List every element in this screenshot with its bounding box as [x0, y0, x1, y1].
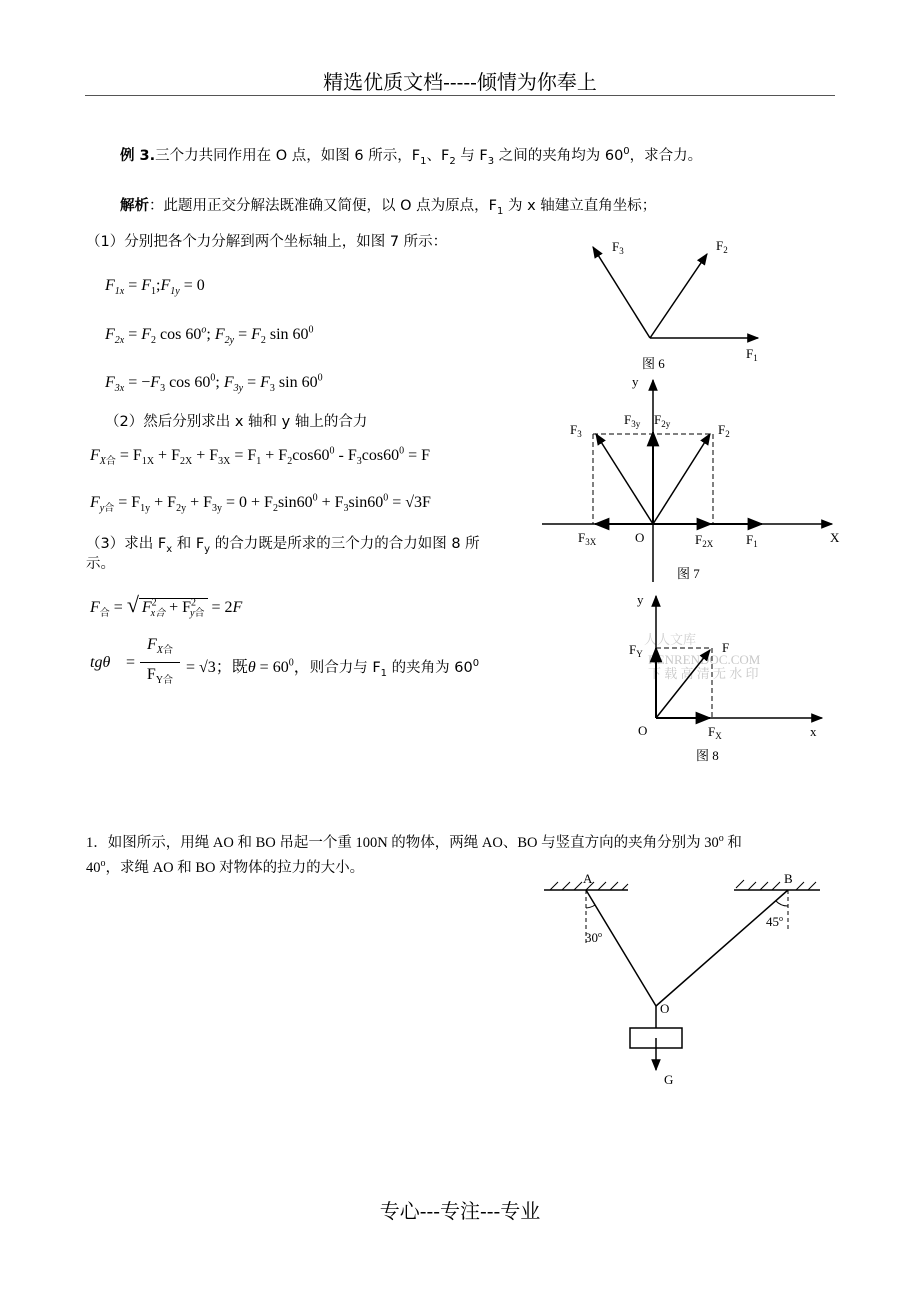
- fig7-label-f2y: $F_{2y}$: [654, 412, 671, 429]
- analysis-line: 解析：此题用正交分解法既准确又简便，以 O 点为原点，$F_1$ 为 x 轴建立直角坐标；: [120, 197, 657, 217]
- fig7-caption: 图 7: [677, 566, 700, 581]
- fig8-label-o: O: [638, 723, 648, 738]
- label-45deg: 45$^o$: [766, 914, 783, 929]
- label-a: A: [583, 871, 593, 886]
- fig7-label-f3: $F_3$: [570, 422, 582, 439]
- equation-3: $F_{3x} = -F_3$ $\cos 60^0$; $F_{3y} = F_3$ $\sin 60^0$: [105, 372, 323, 395]
- label-o: O: [660, 1001, 670, 1016]
- angle-arc-b: [776, 901, 788, 906]
- fig6-f3-arrow: [593, 247, 650, 338]
- figure-7: [540, 372, 845, 587]
- fig8-label-f: F: [722, 640, 730, 655]
- problem1-line2: 40$^o$，求绳 AO 和 BO 对物体的拉力的大小。: [86, 858, 365, 876]
- angle-arc-a: [586, 905, 595, 908]
- fig8-label-y: y: [637, 592, 644, 607]
- fig7-label-x: X: [830, 530, 840, 545]
- fig7-label-f2x: $F_{2X}$: [695, 532, 714, 549]
- fig7-label-o: O: [635, 530, 645, 545]
- step1-text: （1）分别把各个力分解到两个坐标轴上，如图 7 所示：: [86, 234, 448, 250]
- fig6-label-f1: $F_1$: [746, 346, 758, 363]
- step2-text: （2）然后分别求出 x 轴和 y 轴上的合力: [105, 414, 368, 430]
- equation-1: $F_{1x}$ = $F_1;F_{1y} = 0$: [105, 277, 205, 298]
- fig7-f3-arrow: [596, 434, 653, 524]
- header-rule: [85, 95, 835, 96]
- label-b: B: [784, 871, 793, 886]
- fig7-label-y: y: [632, 374, 639, 389]
- step3-text-line2: 示。: [86, 556, 115, 572]
- page-footer: 专心---专注---专业: [379, 1199, 541, 1223]
- figure-8: [630, 588, 830, 768]
- fig6-label-f2: $F_2$: [716, 238, 728, 255]
- ceiling-b-hatch: [736, 880, 816, 890]
- fig8-label-fy: $F_Y$: [629, 642, 643, 659]
- fig8-watermark: 人人文库: [644, 632, 697, 647]
- fig7-f2-arrow: [653, 434, 710, 524]
- rope-bo: [656, 890, 788, 1006]
- fig6-label-f3: $F_3$: [612, 239, 624, 256]
- fig6-f2-arrow: [650, 254, 707, 338]
- fig8-label-fx: $F_X$: [708, 724, 722, 741]
- rope-ao: [586, 890, 656, 1006]
- fig8-label-x: x: [810, 724, 817, 739]
- label-g: G: [664, 1072, 674, 1087]
- fig7-label-f3x: $F_{3X}$: [578, 530, 597, 547]
- page-header: 精选优质文档-----倾情为你奉上: [323, 70, 597, 94]
- fig8-watermark-sub: RENRENDOC.COM: [648, 652, 761, 667]
- fig7-label-f3y: $F_{3y}$: [624, 412, 641, 429]
- equation-5: $F_{y合} = F_{1y} + F_{2y} + F_{3y} = 0 + F_2\sin 60^0 + F_3\sin 60^0 = √3F$: [90, 492, 431, 515]
- step3-text-line1: （3）求出 $F_x$ 和 $F_y$ 的合力既是所求的三个力的合力如图 8 所: [86, 536, 480, 555]
- fig7-label-f2: $F_2$: [718, 422, 730, 439]
- equation-2: $F_{2x} = F_2$ cos 60$^o$; $F_{2y} = F_2$ $\sin 60^0$: [105, 324, 314, 347]
- equation-4: $F_{X合} = F_{1X} + F_{2X} + F_{3X} = F_1 + F_2\cos 60^0 - F_3\cos 60^0 = F$: [90, 445, 431, 468]
- problem1-line1: 1．如图所示，用绳 AO 和 BO 吊起一个重 100N 的物体，两绳 AO、BO 与竖直方向的夹角分别为 30$^o$ 和: [86, 833, 742, 851]
- problem1-figure: [540, 868, 830, 1090]
- figure-6: [570, 232, 780, 377]
- fig6-caption: 图 6: [642, 356, 665, 371]
- equation-6: $F_合$ = √ $F^2_{x合} + F^2_{y合} = 2F$: [90, 592, 243, 620]
- fig8-watermark-sub2: 下 载 高 清 无 水 印: [648, 666, 759, 681]
- example-statement: 例 3.三个力共同作用在 O 点，如图 6 所示，$F_1$、$F_2$ 与 $F_3$ 之间的夹角均为 $60^0$，求合力。: [120, 146, 703, 167]
- label-30deg: 30$^o$: [585, 930, 602, 945]
- fig7-label-f1: $F_1$: [746, 532, 758, 549]
- fig8-caption: 图 8: [696, 748, 719, 763]
